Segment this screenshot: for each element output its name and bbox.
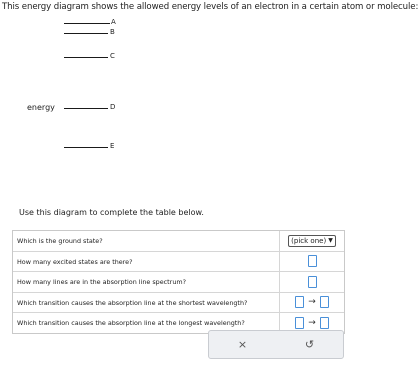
close-icon: × [237,338,248,351]
level-b-line [64,33,108,34]
arrow-right-icon: → [308,317,316,328]
select-value: (pick one) [291,236,327,245]
level-a-label: A [111,18,116,26]
clear-button[interactable] [209,331,276,358]
absorption-lines-input[interactable] [308,276,317,288]
answer-cell [279,272,344,292]
question-ground-state: Which is the ground state? [17,237,103,245]
undo-button[interactable] [276,331,343,358]
answer-table [12,230,345,334]
level-a-line [64,23,110,24]
undo-icon: ↺ [304,338,315,351]
shortest-to-input[interactable] [320,296,329,308]
ground-state-select[interactable] [288,235,336,247]
question-excited-states: How many excited states are there? [17,257,133,266]
longest-to-input[interactable] [320,317,329,329]
answer-cell [279,293,344,313]
arrow-right-icon: → [308,297,316,308]
level-c-label: C [110,52,115,60]
shortest-from-input[interactable] [295,296,304,308]
answer-cell [279,231,344,251]
intro-text: This energy diagram shows the allowed energy levels of an electron in a certain atom or molecule: [2,2,418,12]
instruction-text: Use this diagram to complete the table below. [19,208,204,217]
level-d-line [64,108,108,109]
level-e-label: E [110,142,115,150]
answer-toolbar [208,330,344,359]
question-longest-wavelength: Which transition causes the absorption line at the longest wavelength? [17,319,245,327]
level-b-label: B [110,28,115,36]
longest-from-input[interactable] [295,317,304,329]
table-row [13,252,344,273]
table-row [13,293,344,314]
level-d-label: D [110,103,116,111]
level-e-line [64,147,108,148]
table-row [13,231,344,252]
level-c-line [64,57,108,58]
question-absorption-lines: How many lines are in the absorption line spectrum? [17,278,186,286]
chevron-down-icon: ▼ [328,236,333,244]
energy-axis-label: energy [27,103,55,112]
question-shortest-wavelength: Which transition causes the absorption line at the shortest wavelength? [17,298,248,307]
excited-states-input[interactable] [308,255,317,267]
answer-cell [279,252,344,272]
table-row [13,272,344,293]
